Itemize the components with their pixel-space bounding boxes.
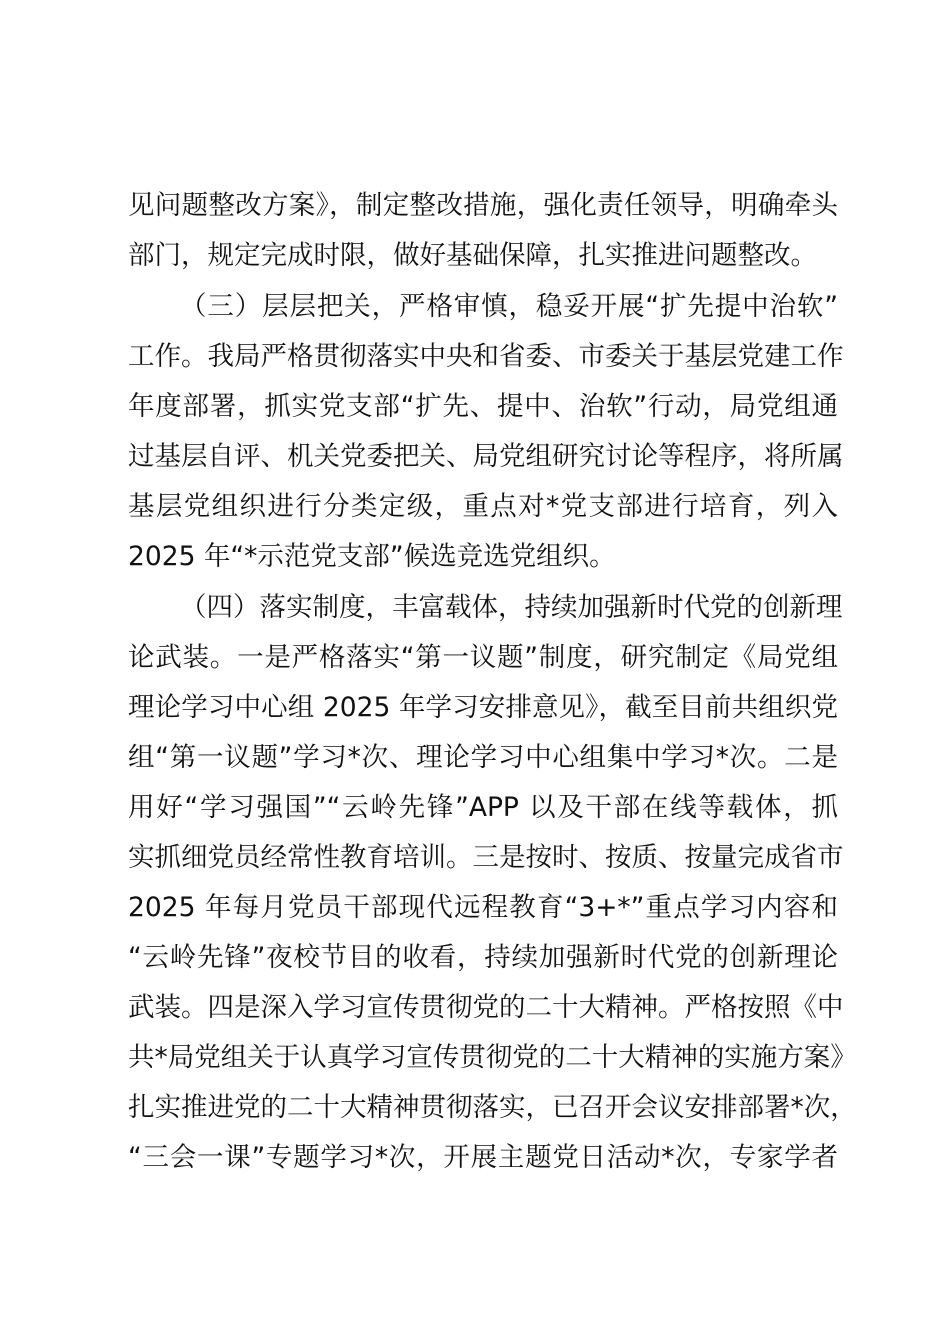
body-text-line: “云岭先锋”夜校节目的收看，持续加强新时代党的创新理论 (128, 942, 838, 973)
body-text-line: 武装。四是深入学习宣传贯彻党的二十大精神。严格按照《中 (128, 992, 844, 1023)
body-text-line: 过基层自评、机关党委把关、局党组研究讨论等程序，将所属 (128, 441, 844, 472)
body-text-line: 2025 年“*示范党支部”候选竞选党组织。 (128, 541, 616, 572)
body-text-line: 见问题整改方案》，制定整改措施，强化责任领导，明确牵头 (128, 190, 838, 221)
body-text-line: 共*局党组关于认真学习宣传贯彻党的二十大精神的实施方案》 (128, 1042, 857, 1073)
body-text-line: 论武装。一是严格落实“第一议题”制度，研究制定《局党组 (128, 642, 838, 673)
body-text-line: 年度部署，抓实党支部“扩先、提中、治软”行动，局党组通 (128, 391, 838, 422)
body-text-line: 2025 年每月党员干部现代远程教育“3+*”重点学习内容和 (128, 892, 838, 923)
body-text-line: 理论学习中心组 2025 年学习安排意见》，截至目前共组织党 (128, 692, 838, 723)
body-text-line: 基层党组织进行分类定级，重点对*党支部进行培育，列入 (128, 491, 838, 522)
section-heading-line: （四）落实制度，丰富载体，持续加强新时代党的创新理 (180, 592, 843, 623)
body-text-line: “三会一课”专题学习*次，开展主题党日活动*次，专家学者 (128, 1142, 838, 1173)
body-text-line: 扎实推进党的二十大精神贯彻落实，已召开会议安排部署*次， (128, 1092, 857, 1123)
body-text-line: 用好“学习强国”“云岭先锋”APP 以及干部在线等载体，抓 (128, 792, 838, 823)
body-text-line: 实抓细党员经常性教育培训。三是按时、按质、按量完成省市 (128, 842, 844, 873)
body-text-line: 部门，规定完成时限，做好基础保障，扎实推进问题整改。 (128, 240, 817, 271)
body-text-line: 工作。我局严格贯彻落实中央和省委、市委关于基层党建工作 (128, 341, 844, 372)
section-heading-line: （三）层层把关，严格审慎，稳妥开展“扩先提中治软” (180, 291, 838, 322)
body-text-line: 组“第一议题”学习*次、理论学习中心组集中学习*次。二是 (128, 742, 838, 773)
